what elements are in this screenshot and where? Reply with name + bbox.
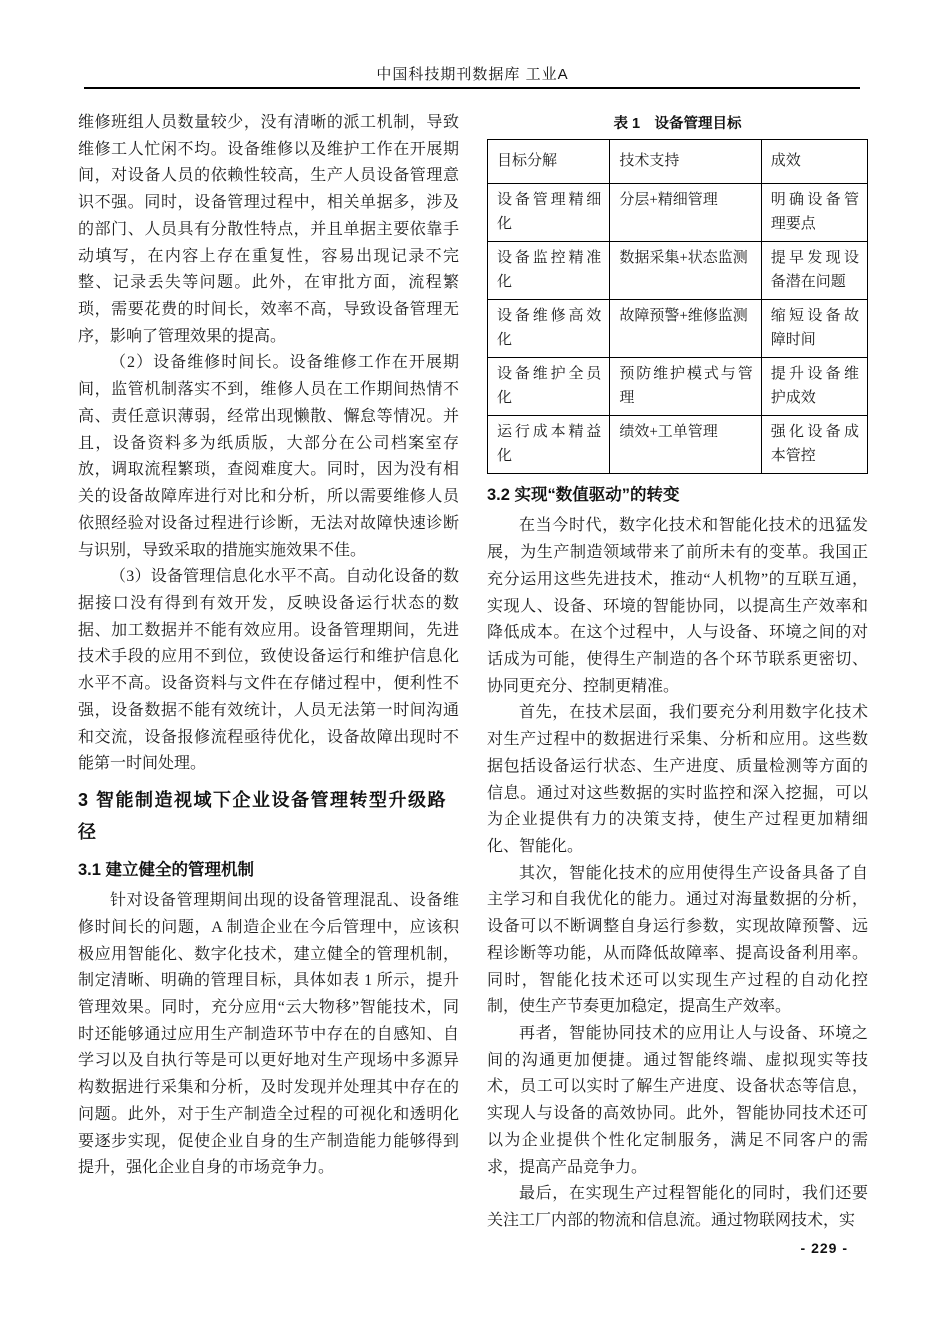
table-cell: 设备监控精准化 (488, 242, 610, 300)
paragraph-last: 最后，在实现生产过程智能化的同时，我们还要关注工厂内部的物流和信息流。通过物联网技术，实 (487, 1185, 868, 1230)
table-cell: 提升设备维护成效 (761, 358, 867, 416)
paragraph-issue-2: （2）设备维修时间长。设备维修工作在开展期间，监管机制落实不到，维修人员在工作期间热情不高、责任意识薄弱，经常出现懒散、懈怠等情况。并且，设备资料多为纸质版，大部分在公司档案室存放，调取流程繁琐，查阅难度大。同时，因为没有相关的设备故障库进行对比和分析，所以需要维修人员依照经验对设备过程进行诊断，无法对故障快速诊断与识别，导致采取的措施实施效果不佳。 (78, 354, 459, 559)
table-header-cell: 成效 (761, 140, 867, 184)
table-cell: 提早发现设备潜在问题 (761, 242, 867, 300)
table-row (488, 242, 868, 300)
table-cell: 缩短设备故障时间 (761, 300, 867, 358)
table-cell: 明确设备管理要点 (761, 184, 867, 242)
table-cell: 故障预警+维修监测 (610, 300, 761, 358)
table-cell: 运行成本精益化 (488, 416, 610, 474)
table-cell: 分层+精细管理 (610, 184, 761, 242)
header-rule (84, 87, 860, 89)
table-cell: 强化设备成本管控 (761, 416, 867, 474)
two-column-body (78, 110, 868, 1235)
table-header-row (488, 140, 868, 184)
table-header-cell: 技术支持 (610, 140, 761, 184)
table-row (488, 416, 868, 474)
table-row (488, 300, 868, 358)
table-cell: 预防维护模式与管理 (610, 358, 761, 416)
table-cell: 数据采集+状态监测 (610, 242, 761, 300)
paragraph-third: 再者，智能协同技术的应用让人与设备、环境之间的沟通更加便捷。通过智能终端、虚拟现实等技术，员工可以实时了解生产进度、设备状态等信息，实现人与设备的高效协同。此外，智能协同技术还可以为企业提供个性化定制服务，满足不同客户的需求，提高产品竞争力。 (487, 1025, 868, 1176)
equipment-goals-table (487, 139, 868, 474)
paragraph-section-3-1: 针对设备管理期间出现的设备管理混乱、设备维修时间长的问题，A 制造企业在今后管理中，应该积极应用智能化、数字化技术，建立健全的管理机制，制定清晰、明确的管理目标，具体如表 1 所示，提升管理效果。同时，充分应用“云大物移”智能技术，同时还能够通过应用生产制造环节中存在的自感知、自学习以及自执行等是可以更好地对生产现场中多源异构数据进行采集和分析，及时发现并处理其中存在的问题。此外，对于生产制造全过程的可视化和透明化要逐步实现，促使企业自身的生产制造能力能够得到提升，强化企业自身的市场竞争力。 (78, 892, 459, 1177)
paragraph-continuation: 维修班组人员数量较少，没有清晰的派工机制，导致维修工人忙闲不均。设备维修以及维护工作在开展期间，对设备人员的依赖性较高，生产人员设备管理意识不强。同时，设备管理过程中，相关单据多，涉及的部门、人员具有分散性特点，并且单据主要依靠手动填写，在内容上存在重复性，容易出现记录不完整、记录丢失等问题。此外，在审批方面，流程繁琐，需要花费的时间长，效率不高，导致设备管理无序，影响了管理效果的提高。 (78, 114, 459, 345)
left-column (78, 110, 459, 1235)
paragraph-issue-3: （3）设备管理信息化水平不高。自动化设备的数据接口没有得到有效开发，反映设备运行状态的数据、加工数据并不能有效应用。设备管理期间，先进技术手段的应用不到位，致使设备运行和维护信息化水平不高。设备资料与文件在存储过程中，便利性不强，设备数据不能有效统计，人员无法第一时间沟通和交流，设备报修流程亟待优化，设备故障出现时不能第一时间处理。 (78, 568, 459, 773)
table-cell: 设备维护全员化 (488, 358, 610, 416)
table-cell: 设备管理精细化 (488, 184, 610, 242)
journal-header-title: 中国科技期刊数据库 工业A (376, 66, 569, 83)
table-cell: 设备维修高效化 (488, 300, 610, 358)
table-row (488, 358, 868, 416)
subsection-heading-3-2: 3.2 实现“数值驱动”的转变 (487, 486, 680, 504)
section-heading-3: 3 智能制造视域下企业设备管理转型升级路径 (78, 789, 448, 843)
subsection-heading-3-1: 3.1 建立健全的管理机制 (78, 860, 255, 879)
right-column (487, 110, 868, 1235)
paragraph-intro: 在当今时代，数字化技术和智能化技术的迅猛发展，为生产制造领域带来了前所未有的变革。我国正充分运用这些先进技术，推动“人机物”的互联互通，实现人、设备、环境的智能协同，以提高生产效率和降低成本。在这个过程中，人与设备、环境之间的对话成为可能，使得生产制造的各个环节联系更密切、协同更充分、控制更精准。 (487, 517, 868, 695)
table-cell: 绩效+工单管理 (610, 416, 761, 474)
paragraph-second: 其次，智能化技术的应用使得生产设备具备了自主学习和自我优化的能力。通过对海量数据的分析，设备可以不断调整自身运行参数，实现故障预警、远程诊断等功能，从而降低故障率、提高设备利用率。同时，智能化技术还可以实现生产过程的自动化控制，使生产节奏更加稳定，提高生产效率。 (487, 864, 868, 1016)
table-caption: 表 1 设备管理目标 (613, 116, 742, 132)
page-number: - 229 - (800, 1240, 848, 1256)
table-header-cell: 目标分解 (488, 140, 610, 184)
paragraph-first: 首先，在技术层面，我们要充分利用数字化技术对生产过程中的数据进行采集、分析和应用。这些数据包括设备运行状态、生产进度、质量检测等方面的信息。通过对这些数据的实时监控和深入挖掘，可以为企业提供有力的决策支持，使生产过程更加精细化、智能化。 (487, 704, 868, 856)
table-row (488, 184, 868, 242)
